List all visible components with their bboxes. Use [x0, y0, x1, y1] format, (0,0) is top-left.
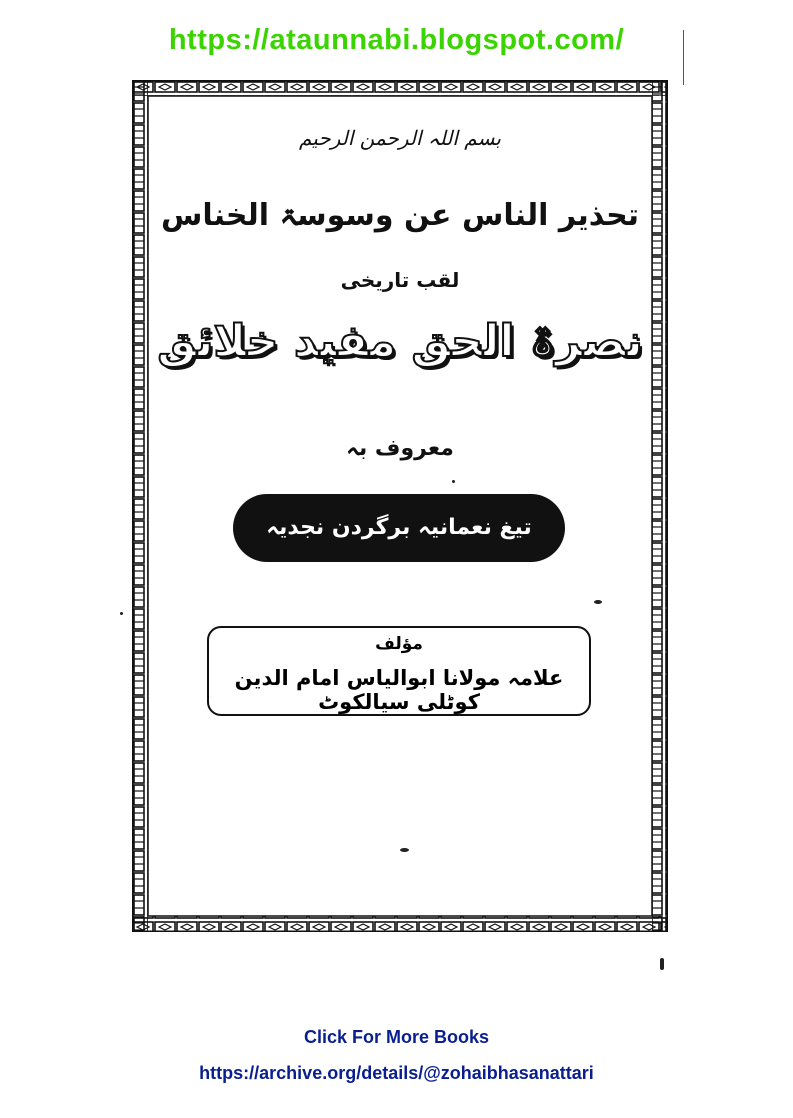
author-label: مؤلف	[375, 634, 423, 654]
more-books-link[interactable]: Click For More Books	[303, 1027, 490, 1047]
alternate-title-banner	[233, 494, 565, 608]
ink-speck	[400, 848, 409, 852]
alternate-title-text: تیغ نعمانیہ برگردن نجدیہ شیطانیہ	[266, 515, 532, 608]
archive-url-link[interactable]: https://archive.org/details/@zohaibhasanattari	[199, 1063, 594, 1083]
author-box	[207, 626, 591, 716]
cover-frame	[132, 80, 668, 932]
historical-title-label: لقب تاریخی	[340, 268, 460, 292]
header-url-link[interactable]: https://ataunnabi.blogspot.com/	[168, 24, 625, 56]
book-title: تحذیر الناس عن وسوسۃ الخناس	[161, 198, 639, 233]
ink-speck	[660, 958, 664, 970]
historical-title: نصرۃ الحق مفید خلائق	[157, 316, 643, 367]
ink-speck	[452, 480, 455, 483]
page-edge-mark	[683, 30, 684, 85]
author-name: علامہ مولانا ابوالیاس امام الدین کوٹلی سیالکوٹ	[234, 666, 564, 714]
known-as-label: معروف بہ	[346, 436, 454, 461]
bismillah-calligraphy: بسم اللہ الرحمن الرحیم	[298, 126, 501, 150]
ink-speck	[594, 600, 602, 604]
ink-speck	[120, 612, 123, 615]
